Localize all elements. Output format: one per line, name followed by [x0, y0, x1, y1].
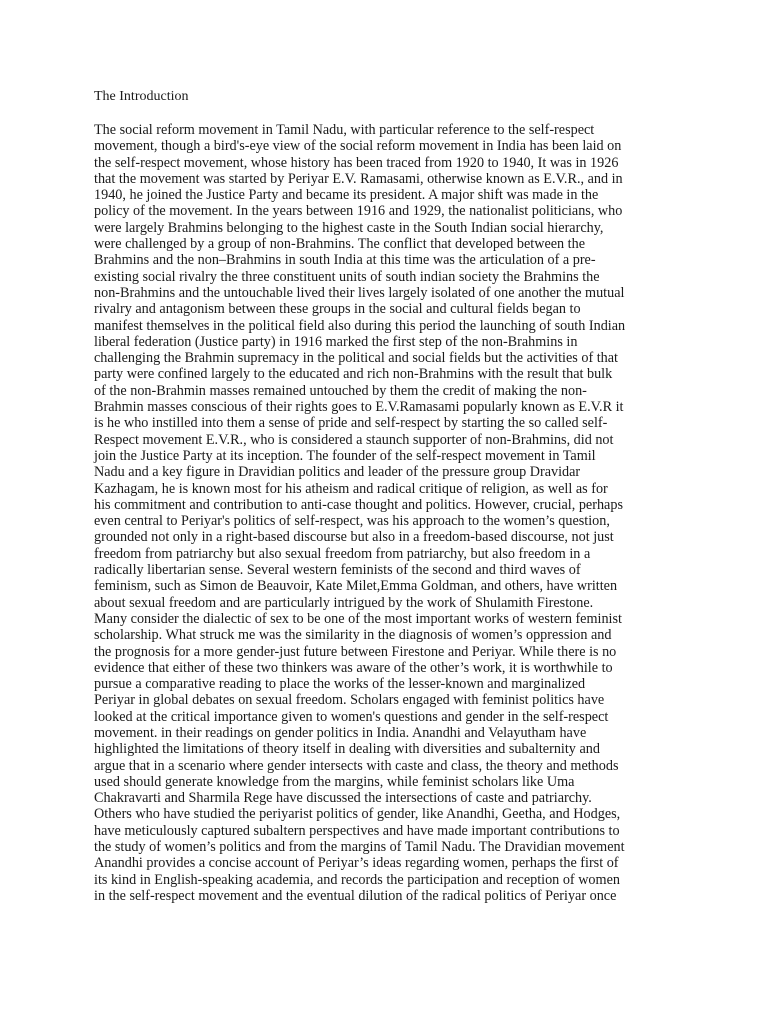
body-text-line: join the Justice Party at its inception. The founder of the self-respect movement in Tamil	[94, 447, 596, 464]
body-text-line: pursue a comparative reading to place the works of the lesser-known and marginalized	[94, 676, 586, 693]
body-text-line: of the non-Brahmin masses remained untouched by them the credit of making the non-	[94, 382, 587, 399]
body-text-line: Brahmins and the non–Brahmins in south India at this time was the articulation of a pre-	[94, 252, 596, 269]
body-text-line: movement. in their readings on gender politics in India. Anandhi and Velayutham have	[94, 724, 587, 741]
body-text-line: party were confined largely to the educated and rich non-Brahmins with the result that bulk	[94, 366, 613, 383]
body-text-line: non-Brahmins and the untouchable lived their lives largely isolated of one another the mutual	[94, 284, 625, 301]
body-text-line: Nadu and a key figure in Dravidian politics and leader of the pressure group Dravidar	[94, 464, 581, 481]
body-text-line: in the self-respect movement and the eventual dilution of the radical politics of Periyar once	[94, 887, 617, 904]
body-text-line: Chakravarti and Sharmila Rege have discussed the intersections of caste and patriarchy.	[94, 790, 592, 807]
body-text-line: that the movement was started by Periyar E.V. Ramasami, otherwise known as E.V.R., and in	[94, 170, 623, 187]
body-text-line: freedom from patriarchy but also sexual freedom from patriarchy, but also freedom in a	[94, 545, 591, 562]
body-text-line: Many consider the dialectic of sex to be one of the most important works of western feminist	[94, 610, 622, 627]
body-text-line: used should generate knowledge from the margins, while feminist scholars like Uma	[94, 773, 575, 790]
body-text-line: its kind in English-speaking academia, and records the participation and reception of women	[94, 871, 620, 888]
document-title: The Introduction	[94, 89, 189, 104]
body-text-line: the self-respect movement, whose history has been traced from 1920 to 1940, It was in 1926	[94, 154, 619, 171]
body-text-line: the study of women’s politics and from the margins of Tamil Nadu. The Dravidian movement	[94, 839, 625, 856]
body-text-line: looked at the critical importance given to women's questions and gender in the self-respect	[94, 708, 609, 725]
body-text-line: Respect movement E.V.R., who is considered a staunch supporter of non-Brahmins, did not	[94, 431, 614, 448]
body-text-line: his commitment and contribution to anti-case thought and politics. However, crucial, perhaps	[94, 496, 623, 513]
body-text-line: Periyar in global debates on sexual freedom. Scholars engaged with feminist politics have	[94, 692, 605, 709]
body-text-line: Others who have studied the periyarist politics of gender, like Anandhi, Geetha, and Hodges,	[94, 806, 621, 823]
body-text-line: even central to Periyar's politics of self-respect, was his approach to the women’s question,	[94, 513, 610, 530]
body-text-line: have meticulously captured subaltern perspectives and have made important contributions to	[94, 822, 620, 839]
body-text-line: evidence that either of these two thinkers was aware of the other’s work, it is worthwhile to	[94, 659, 613, 676]
body-text-line: were challenged by a group of non-Brahmins. The conflict that developed between the	[94, 236, 586, 253]
body-text-line: is he who instilled into them a sense of pride and self-respect by starting the so called self-	[94, 415, 608, 432]
body-text-line: scholarship. What struck me was the similarity in the diagnosis of women’s oppression and	[94, 627, 612, 644]
body-text-line: existing social rivalry the three constituent units of south indian society the Brahmins the	[94, 268, 600, 285]
body-text-line: The social reform movement in Tamil Nadu, with particular reference to the self-respect	[94, 122, 595, 138]
document-body	[94, 122, 625, 904]
body-text-line: radically libertarian sense. Several western feminists of the second and third waves of	[94, 562, 581, 579]
body-text-line: Kazhagam, he is known most for his atheism and radical critique of religion, as well as for	[94, 480, 608, 497]
body-text-line: about sexual freedom and are particularly intrigued by the work of Shulamith Firestone.	[94, 594, 594, 611]
body-text-line: manifest themselves in the political field also during this period the launching of south Indian	[94, 317, 626, 334]
body-text-line: rivalry and antagonism between these groups in the social and cultural fields began to	[94, 301, 581, 318]
body-text-line: liberal federation (Justice party) in 1916 marked the first step of the non-Brahmins in	[94, 333, 578, 350]
body-text-line: Brahmin masses conscious of their rights goes to E.V.Ramasami popularly known as E.V.R it	[94, 399, 624, 416]
body-text-line: argue that in a scenario where gender intersects with caste and class, the theory and methods	[94, 757, 619, 774]
body-text-line: policy of the movement. In the years between 1916 and 1929, the nationalist politicians, who	[94, 203, 623, 220]
body-text-line: were largely Brahmins belonging to the highest caste in the South Indian social hierarchy,	[94, 219, 604, 236]
body-text-line: highlighted the limitations of theory itself in dealing with diversities and subalternity and	[94, 741, 600, 758]
body-text-line: 1940, he joined the Justice Party and became its president. A major shift was made in the	[94, 187, 599, 204]
body-text-line: movement, though a bird's-eye view of the social reform movement in India has been laid on	[94, 138, 622, 155]
body-text-line: grounded not only in a right-based discourse but also in a freedom-based discourse, not just	[94, 529, 614, 546]
body-text-line: challenging the Brahmin supremacy in the political and social fields but the activities of that	[94, 350, 619, 367]
body-text-line: the prognosis for a more gender-just future between Firestone and Periyar. While there is no	[94, 643, 617, 660]
body-text-line: feminism, such as Simon de Beauvoir, Kate Milet,Emma Goldman, and others, have written	[94, 578, 618, 595]
body-text-line: Anandhi provides a concise account of Periyar’s ideas regarding women, perhaps the first of	[94, 855, 619, 872]
